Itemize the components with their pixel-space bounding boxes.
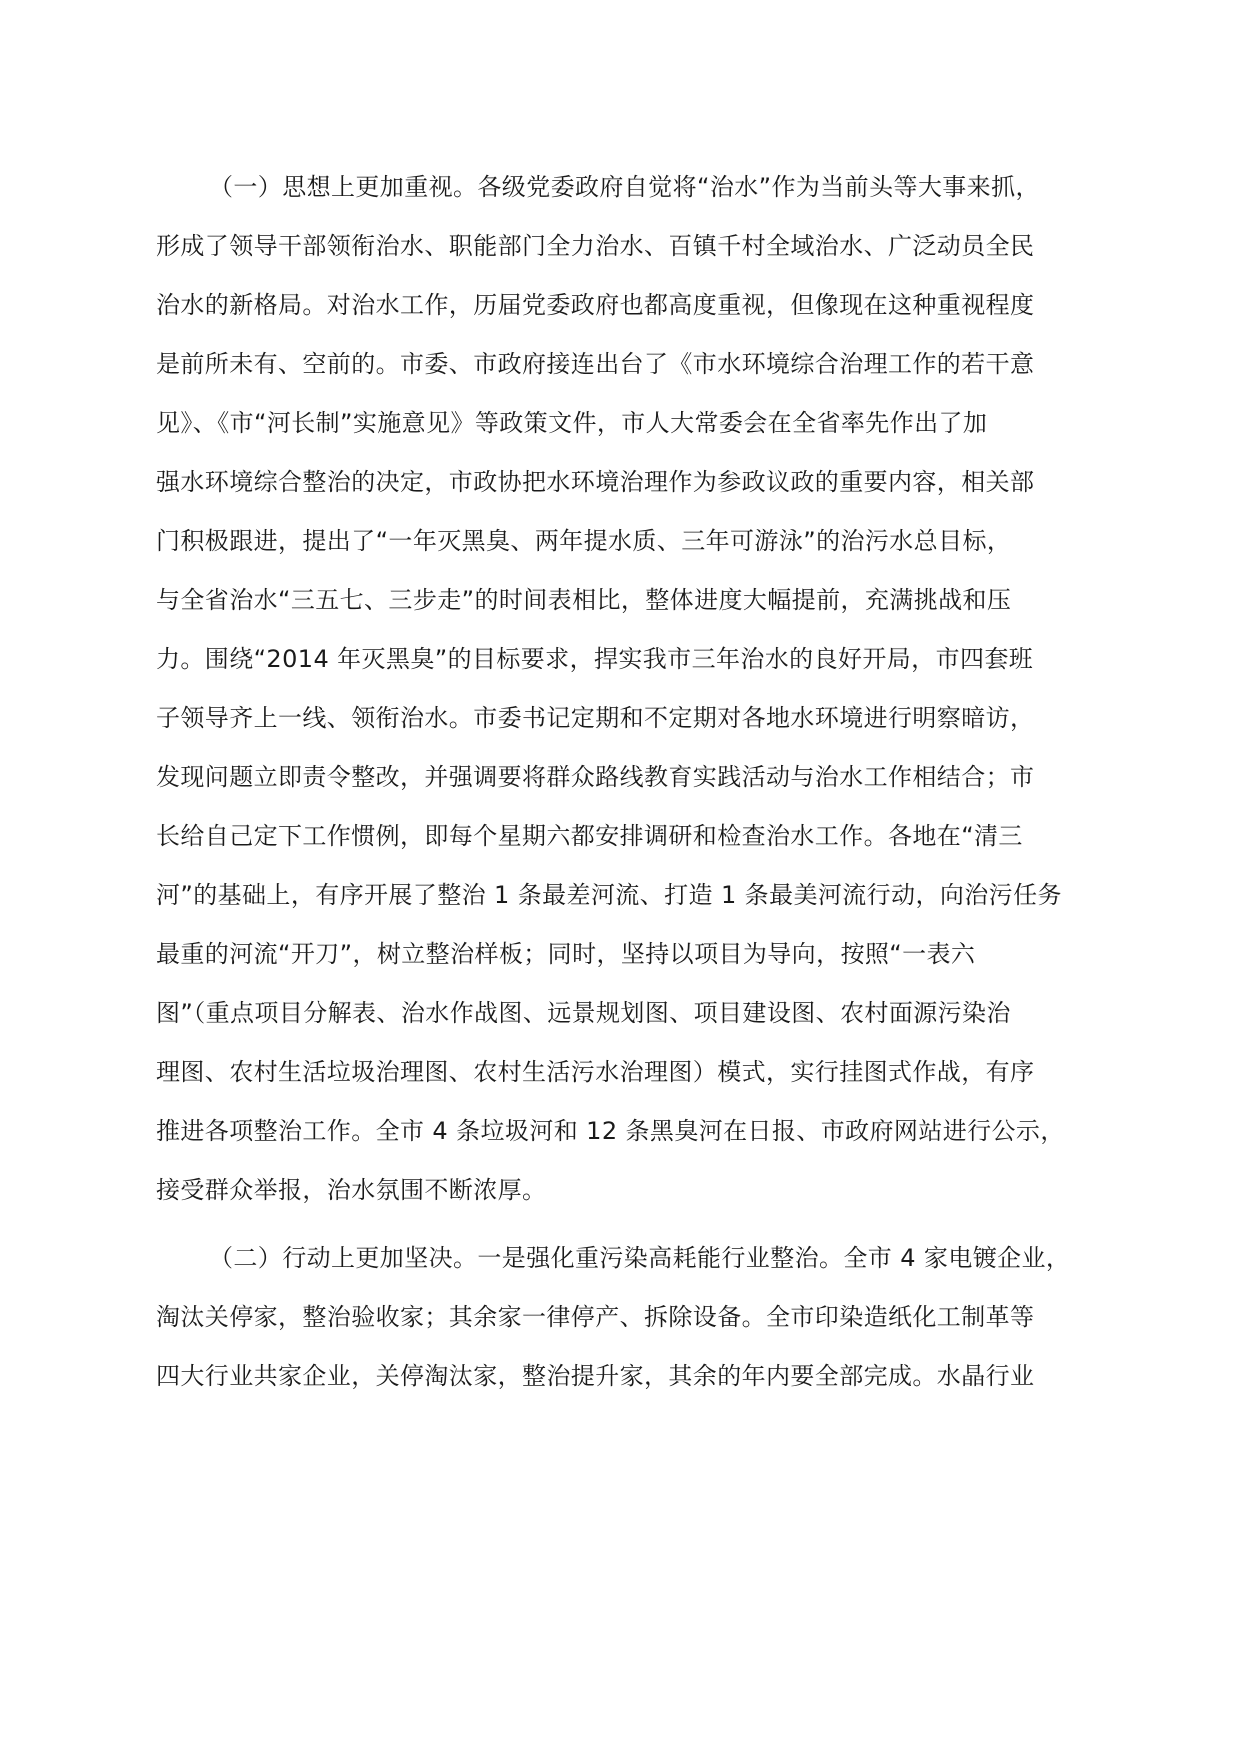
paragraph-line: 子领导齐上一线、领衔治水。市委书记定期和不定期对各地水环境进行明察暗访， xyxy=(156,704,1035,732)
paragraph-line: （一）思想上更加重视。各级党委政府自觉将“治水”作为当前头等大事来抓， xyxy=(209,173,1040,201)
paragraph-line: 与全省治水“三五七、三步走”的时间表相比，整体进度大幅提前，充满挑战和压 xyxy=(156,586,1012,614)
paragraph-line: 图”（重点项目分解表、治水作战图、远景规划图、项目建设图、农村面源污染治 xyxy=(156,999,1011,1027)
paragraph-line: 力。围绕“2014 年灭黑臭”的目标要求，捍实我市三年治水的良好开局，市四套班 xyxy=(156,645,1034,673)
paragraph-line: 是前所未有、空前的。市委、市政府接连出台了《市水环境综合治理工作的若干意 xyxy=(156,350,1035,378)
paragraph-line: 四大行业共家企业，关停淘汰家，整治提升家，其余的年内要全部完成。水晶行业 xyxy=(156,1362,1035,1390)
paragraph-line: 强水环境综合整治的决定，市政协把水环境治理作为参政议政的重要内容，相关部 xyxy=(156,468,1035,496)
paragraph-line: （二）行动上更加坚决。一是强化重污染高耗能行业整治。全市 4 家电镀企业， xyxy=(209,1244,1071,1272)
paragraph-line: 推进各项整治工作。全市 4 条垃圾河和 12 条黑臭河在日报、市政府网站进行公示， xyxy=(156,1117,1065,1145)
paragraph-line: 长给自己定下工作惯例，即每个星期六都安排调研和检查治水工作。各地在“清三 xyxy=(156,822,1023,850)
paragraph-line: 治水的新格局。对治水工作，历届党委政府也都高度重视，但像现在这种重视程度 xyxy=(156,291,1035,319)
paragraph-line: 门积极跟进，提出了“一年灭黑臭、两年提水质、三年可游泳”的治污水总目标， xyxy=(156,527,1012,555)
paragraph-line: 淘汰关停家，整治验收家；其余家一律停产、拆除设备。全市印染造纸化工制革等 xyxy=(156,1303,1035,1331)
paragraph-line: 最重的河流“开刀”，树立整治样板；同时，坚持以项目为导向，按照“一表六 xyxy=(156,940,976,968)
paragraph-line: 理图、农村生活垃圾治理图、农村生活污水治理图）模式，实行挂图式作战，有序 xyxy=(156,1058,1035,1086)
paragraph-line: 发现问题立即责令整改，并强调要将群众路线教育实践活动与治水工作相结合；市 xyxy=(156,763,1035,791)
paragraph-line: 接受群众举报，治水氛围不断浓厚。 xyxy=(156,1176,547,1204)
paragraph-line: 形成了领导干部领衔治水、职能部门全力治水、百镇千村全域治水、广泛动员全民 xyxy=(156,232,1035,260)
paragraph-line: 河”的基础上，有序开展了整治 1 条最差河流、打造 1 条最美河流行动，向治污任务 xyxy=(156,881,1062,909)
paragraph-line: 见》、《市“河长制”实施意见》等政策文件，市人大常委会在全省率先作出了加 xyxy=(156,409,988,437)
